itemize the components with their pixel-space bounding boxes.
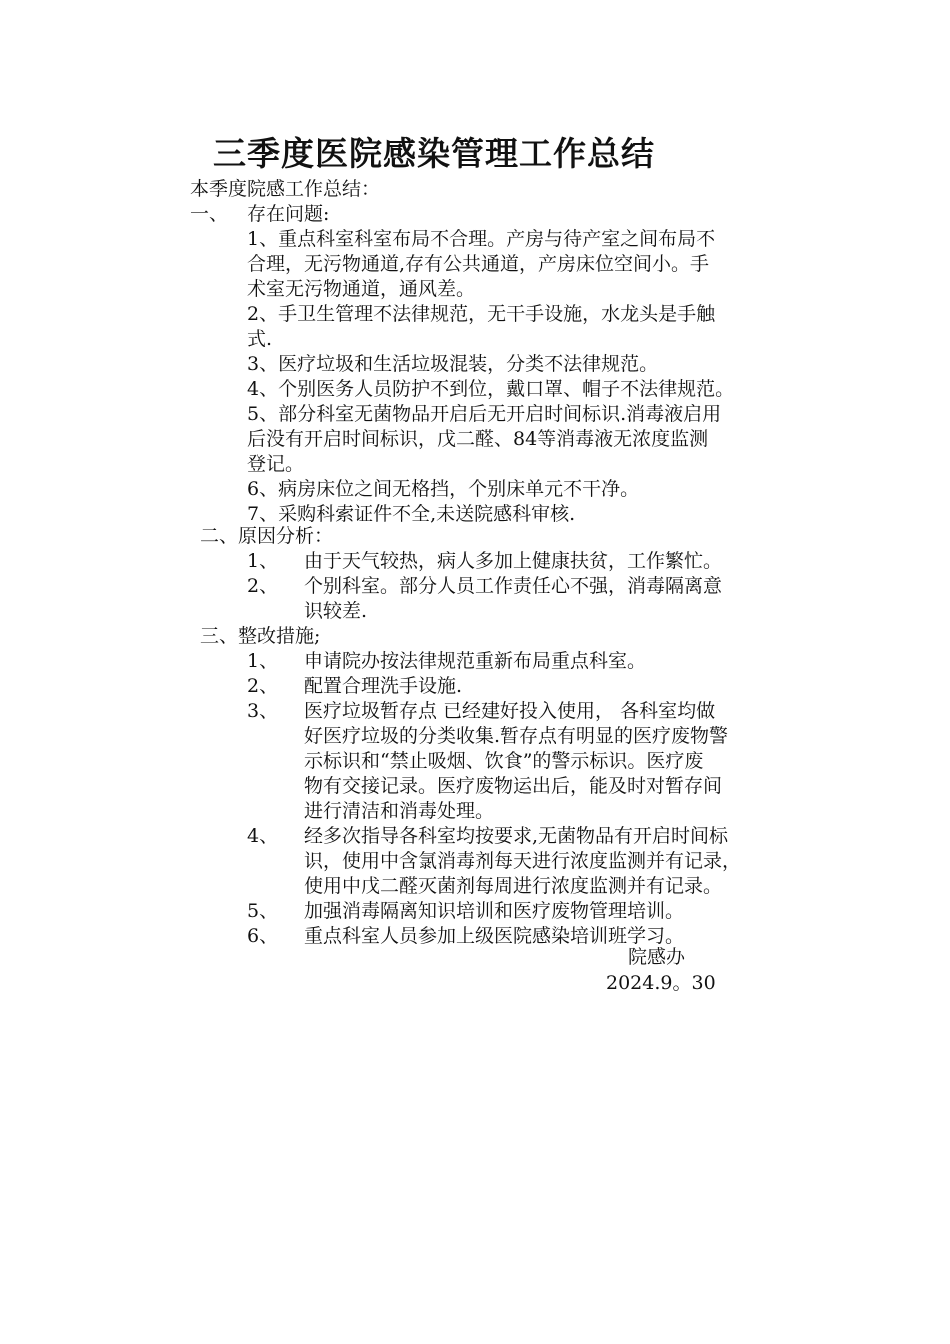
section1-line: 7、采购科索证件不全,未送院感科审核. bbox=[247, 503, 576, 525]
section3-item-line: 经多次指导各科室均按要求,无菌物品有开启时间标 bbox=[304, 825, 729, 847]
section1-line: 后没有开启时间标识，戊二醛、84等消毒液无浓度监测 bbox=[247, 428, 709, 450]
document-title: 三季度医院感染管理工作总结 bbox=[213, 134, 655, 173]
section1-line: 4、个别医务人员防护不到位，戴口罩、帽子不法律规范。 bbox=[247, 378, 735, 400]
section1-line: 3、医疗垃圾和生活垃圾混装，分类不法律规范。 bbox=[247, 353, 659, 375]
section1-line: 5、部分科室无菌物品开启后无开启时间标识.消毒液启用 bbox=[247, 403, 722, 425]
section1-line: 登记。 bbox=[247, 453, 305, 475]
section1-line: 1、重点科室科室布局不合理。产房与待产室之间布局不 bbox=[247, 228, 716, 250]
section2-heading: 二、原因分析： bbox=[200, 525, 334, 547]
section1-heading: 存在问题: bbox=[247, 203, 330, 225]
section3-item-number: 5、 bbox=[247, 900, 279, 922]
section3-item-line: 好医疗垃圾的分类收集.暂存点有明显的医疗废物警 bbox=[304, 725, 729, 747]
section2-item-line: 由于天气较热，病人多加上健康扶贫，工作繁忙。 bbox=[304, 550, 723, 572]
section3-item-line: 重点科室人员参加上级医院感染培训班学习。 bbox=[304, 925, 685, 947]
section1-number: 一、 bbox=[190, 203, 229, 225]
section3-item-line: 进行清洁和消毒处理。 bbox=[304, 800, 495, 822]
section3-item-number: 3、 bbox=[247, 700, 279, 722]
section1-line: 术室无污物通道，通风差。 bbox=[247, 278, 476, 300]
section1-line: 6、病房床位之间无格挡，个别床单元不干净。 bbox=[247, 478, 640, 500]
signature: 院感办 bbox=[628, 946, 686, 968]
section3-item-number: 2、 bbox=[247, 675, 279, 697]
section3-heading: 三、整改措施; bbox=[200, 625, 321, 647]
section2-item-number: 1、 bbox=[247, 550, 279, 572]
section3-item-number: 6、 bbox=[247, 925, 279, 947]
intro-line: 本季度院感工作总结： bbox=[190, 178, 381, 200]
section2-item-line: 识较差. bbox=[304, 600, 368, 622]
section3-item-number: 4、 bbox=[247, 825, 279, 847]
section3-item-line: 配置合理洗手设施. bbox=[304, 675, 463, 697]
section3-item-line: 物有交接记录。医疗废物运出后，能及时对暂存间 bbox=[304, 775, 723, 797]
section3-item-line: 使用中戊二醛灭菌剂每周进行浓度监测并有记录。 bbox=[304, 875, 723, 897]
section3-item-line: 示标识和“禁止吸烟、饮食”的警示标识。医疗废 bbox=[304, 750, 704, 772]
section1-line: 式. bbox=[247, 328, 273, 350]
date: 2024.9。30 bbox=[606, 972, 716, 994]
section3-item-number: 1、 bbox=[247, 650, 279, 672]
section1-line: 2、手卫生管理不法律规范，无干手设施，水龙头是手触 bbox=[247, 303, 716, 325]
section3-item-line: 识，使用中含氯消毒剂每天进行浓度监测并有记录， bbox=[304, 850, 742, 872]
section2-item-line: 个别科室。部分人员工作责任心不强，消毒隔离意 bbox=[304, 575, 723, 597]
section1-line: 合理，无污物通道,存有公共通道，产房床位空间小。手 bbox=[247, 253, 710, 275]
section3-item-line: 申请院办按法律规范重新布局重点科室。 bbox=[304, 650, 647, 672]
section3-item-line: 加强消毒隔离知识培训和医疗废物管理培训。 bbox=[304, 900, 685, 922]
section2-item-number: 2、 bbox=[247, 575, 279, 597]
section3-item-line: 医疗垃圾暂存点 已经建好投入使用， 各科室均做 bbox=[304, 700, 716, 722]
